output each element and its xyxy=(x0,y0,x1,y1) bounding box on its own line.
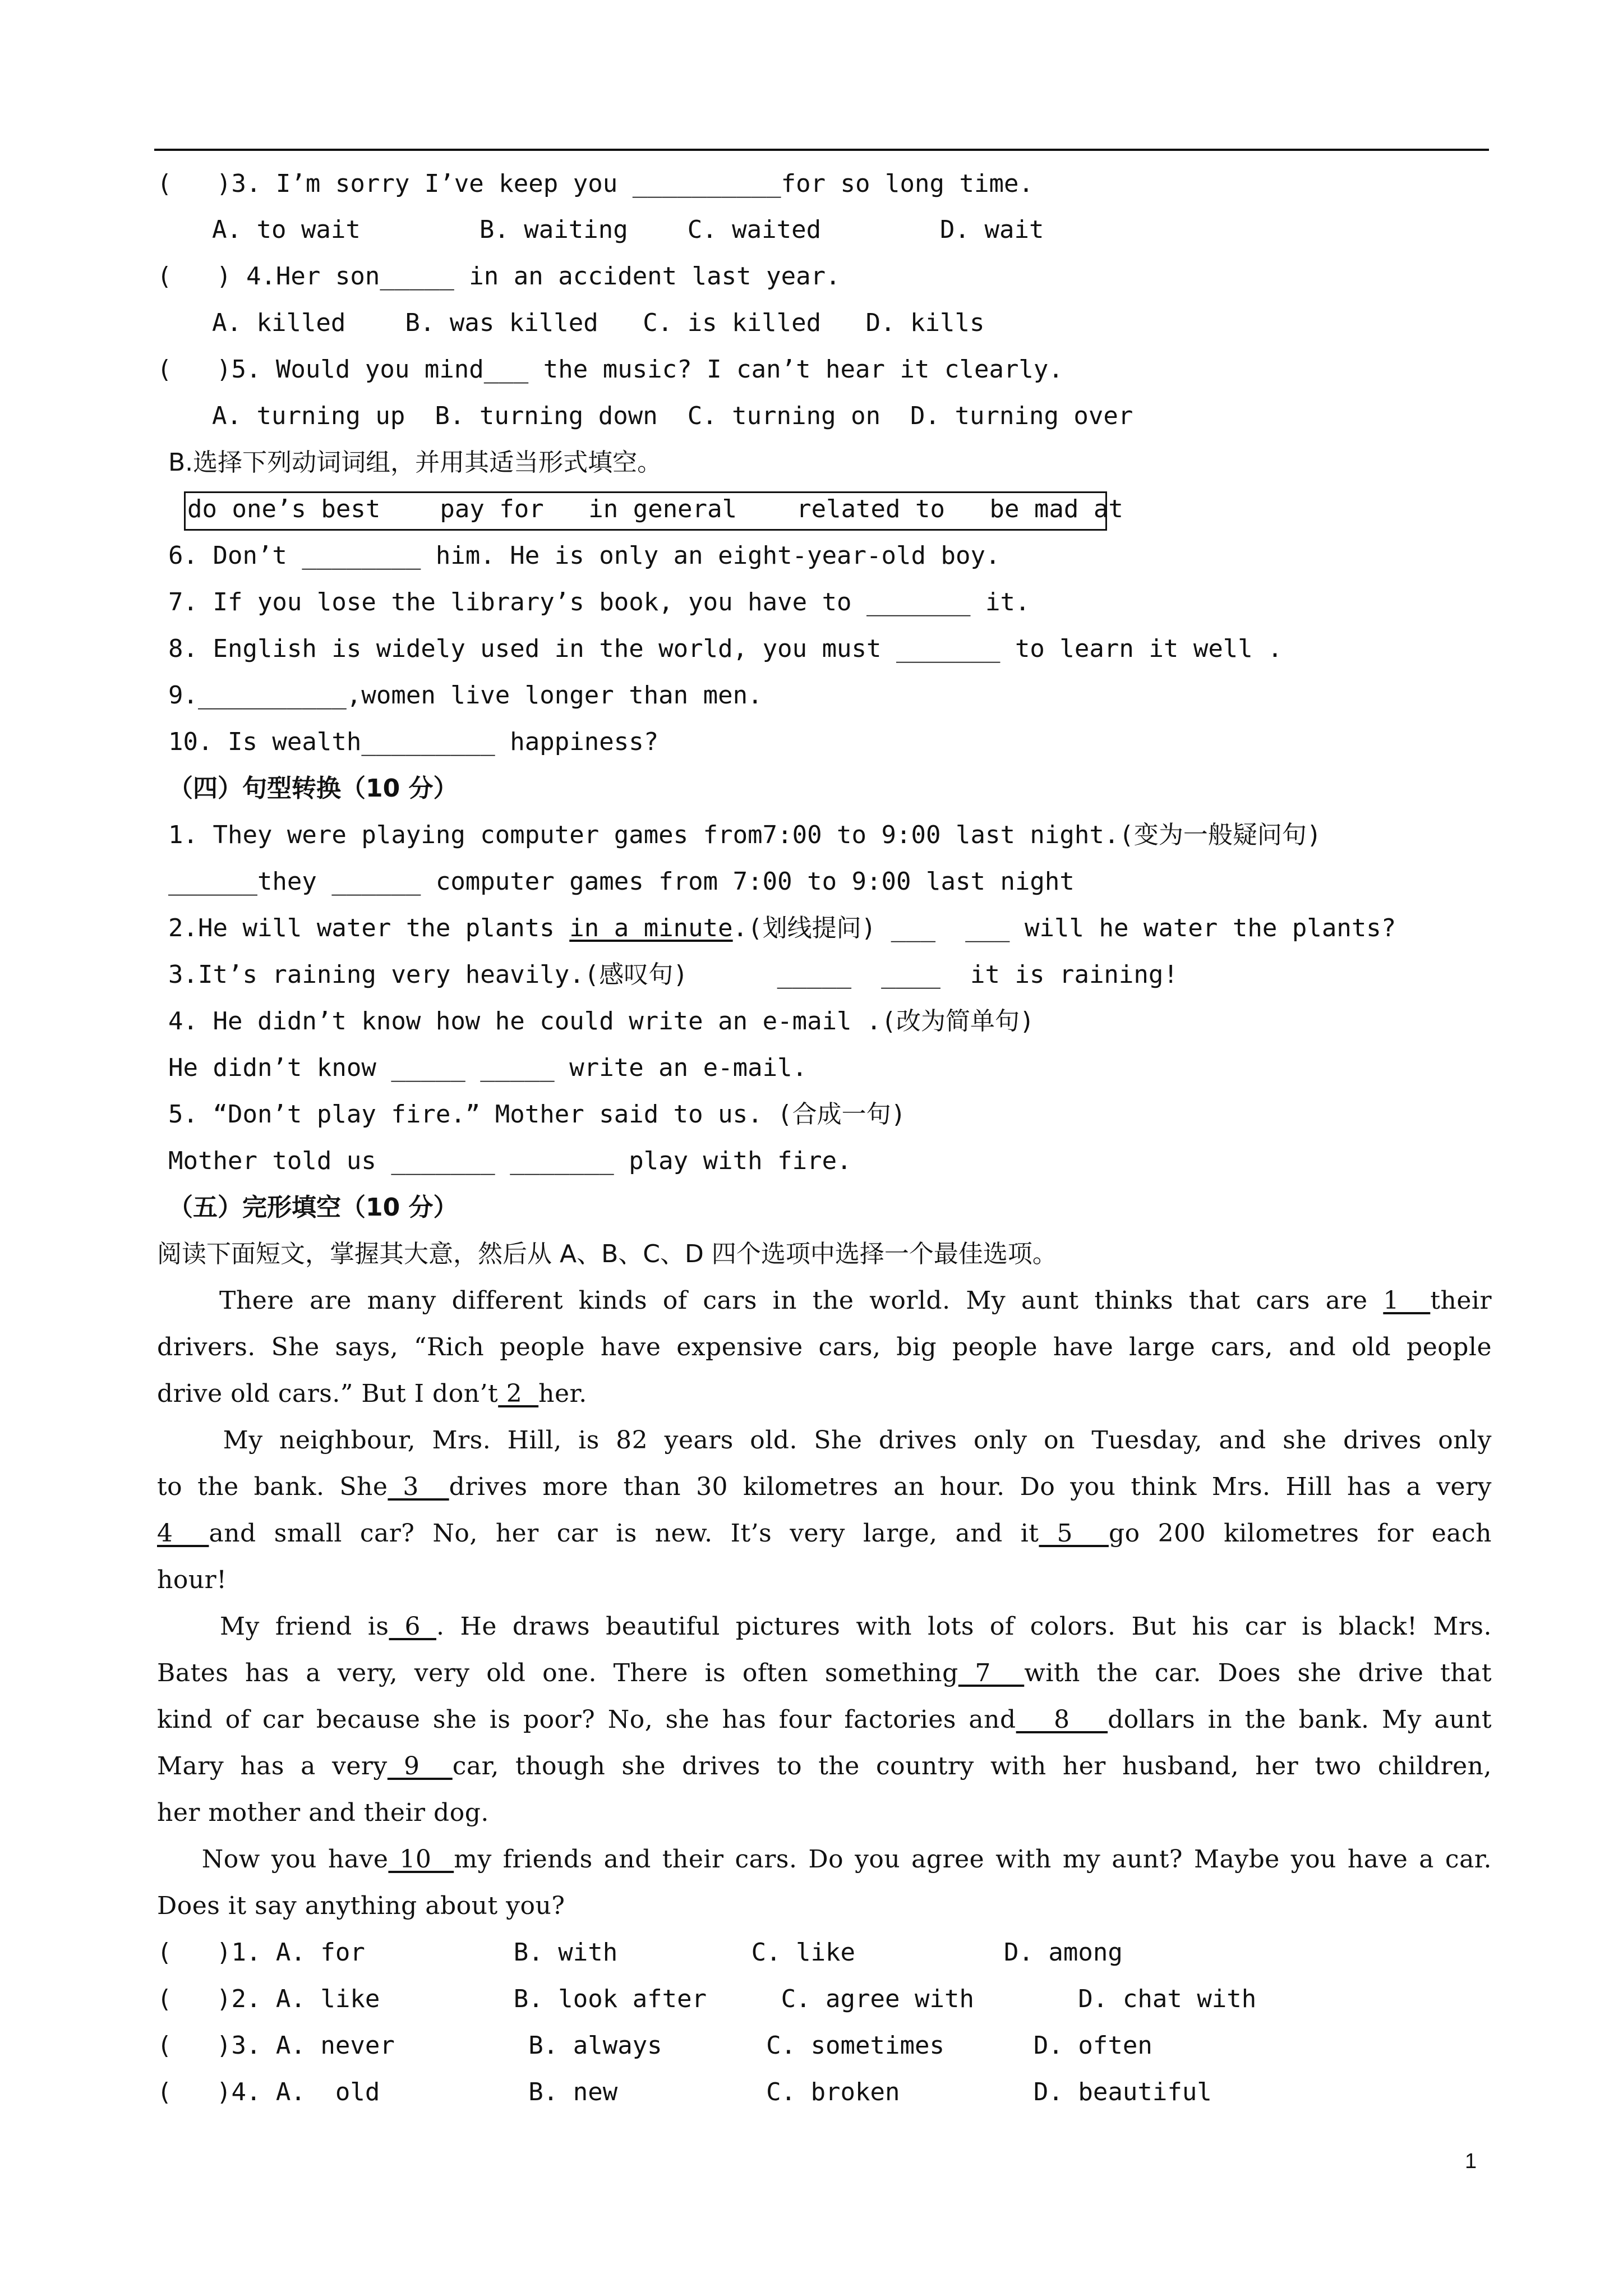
blank-7: 7 xyxy=(958,1659,1025,1687)
passage-text: car, though she drives to the country with her husband, her two children, xyxy=(452,1752,1492,1780)
question-3-options: A. to wait B. waiting C. waited D. wait xyxy=(212,215,1044,244)
blank-10: 10 xyxy=(388,1845,454,1874)
passage-text: Mary has a very xyxy=(157,1752,388,1780)
blank-4: 4 xyxy=(157,1519,209,1548)
transform-5: 5. “Don’t play fire.” Mother said to us. (合成一句) xyxy=(168,1100,906,1129)
fill-item-9: 9.__________,women live longer than men. xyxy=(168,681,763,710)
passage-line-4: My neighbour, Mrs. Hill, is 82 years old. She drives only on Tuesday, and she drives only xyxy=(157,1426,1492,1455)
passage-line-1 xyxy=(157,1284,1492,1318)
passage-text: go 200 kilometres for each xyxy=(1108,1519,1492,1548)
blank-9: 9 xyxy=(387,1752,453,1780)
phrase-box-text: do one’s best pay for in general related to be mad at xyxy=(187,495,1123,523)
blank-3: 3 xyxy=(388,1473,449,1501)
passage-text: There are many different kinds of cars in the world. My aunt thinks that cars are xyxy=(157,1286,1384,1315)
passage-text: and small car? No, her car is new. It’s very large, and it xyxy=(209,1519,1039,1548)
cloze-choice-3: ( )3. A. never B. always C. sometimes D. often xyxy=(157,2031,1152,2060)
passage-text: drive old cars.” But I don’t xyxy=(157,1379,499,1408)
section-4-title: （四）句型转换（10 分） xyxy=(168,774,458,803)
passage-text: My friend is xyxy=(157,1612,389,1641)
passage-line-12: her mother and their dog. xyxy=(157,1798,489,1827)
fill-item-10: 10. Is wealth_________ happiness? xyxy=(168,728,659,756)
header-rule xyxy=(154,149,1489,151)
question-5: ( )5. Would you mind___ the music? I can’t hear it clearly. xyxy=(157,355,1063,384)
page-number: 1 xyxy=(1465,2150,1477,2173)
passage-line-6 xyxy=(157,1517,1492,1550)
question-3: ( )3. I’m sorry I’ve keep you __________for so long time. xyxy=(157,169,1034,198)
fill-item-7: 7. If you lose the library’s book, you have to _______ it. xyxy=(168,588,1030,616)
transform-2-post: .(划线提问) ___ ___ will he water the plants? xyxy=(732,914,1396,942)
section-b-title: B.选择下列动词词组，并用其适当形式填空。 xyxy=(168,448,662,477)
passage-text: Bates has a very, very old one. There is often something xyxy=(157,1659,958,1687)
transform-2-pre: 2.He will water the plants xyxy=(168,914,570,942)
question-4-options: A. killed B. was killed C. is killed D. kills xyxy=(212,309,985,337)
blank-6: 6 xyxy=(389,1612,436,1641)
passage-line-13 xyxy=(157,1843,1492,1876)
passage-line-2: drivers. She says, “Rich people have expensive cars, big people have large cars, and old people xyxy=(157,1333,1492,1361)
passage-text: her. xyxy=(538,1379,587,1408)
passage-text: drives more than 30 kilometres an hour. Do you think Mrs. Hill has a very xyxy=(449,1473,1492,1501)
passage-text: with the car. Does she drive that xyxy=(1024,1659,1492,1687)
question-5-options: A. turning up B. turning down C. turning on D. turning over xyxy=(212,402,1133,430)
passage-line-14: Does it say anything about you? xyxy=(157,1892,565,1920)
blank-5: 5 xyxy=(1039,1519,1109,1548)
fill-item-6: 6. Don’t ________ him. He is only an eight-year-old boy. xyxy=(168,541,1000,570)
transform-2 xyxy=(168,912,1396,945)
passage-text: . He draws beautiful pictures with lots of colors. But his car is black! Mrs. xyxy=(436,1612,1492,1641)
passage-text: my friends and their cars. Do you agree with my aunt? Maybe you have a car. xyxy=(454,1845,1492,1874)
passage-text: to the bank. She xyxy=(157,1473,388,1501)
cloze-choice-2: ( )2. A. like B. look after C. agree with D. chat with xyxy=(157,1985,1257,2013)
blank-8: 8 xyxy=(1016,1705,1108,1734)
passage-text: kind of car because she is poor? No, she has four factories and xyxy=(157,1705,1016,1734)
question-4: ( ) 4.Her son_____ in an accident last year. xyxy=(157,262,841,291)
section-5-title: （五）完形填空（10 分） xyxy=(168,1193,458,1222)
transform-4-answer: He didn’t know _____ _____ write an e-mail. xyxy=(168,1053,808,1082)
transform-3: 3.It’s raining very heavily.(感叹句) _____ ____ it is raining! xyxy=(168,960,1178,989)
transform-2-underlined: in a minute xyxy=(569,914,733,942)
passage-line-10 xyxy=(157,1703,1492,1737)
transform-5-answer: Mother told us _______ _______ play with fire. xyxy=(168,1147,852,1175)
passage-text: Now you have xyxy=(157,1845,389,1874)
section-5-instruction: 阅读下面短文，掌握其大意，然后从 A、B、C、D 四个选项中选择一个最佳选项。 xyxy=(157,1240,1057,1268)
fill-item-8: 8. English is widely used in the world, you must _______ to learn it well . xyxy=(168,634,1283,663)
passage-line-5 xyxy=(157,1470,1492,1504)
transform-1-answer: ______they ______ computer games from 7:00 to 9:00 last night xyxy=(168,867,1075,896)
passage-line-3 xyxy=(157,1377,587,1411)
passage-line-9 xyxy=(157,1657,1492,1690)
passage-text: dollars in the bank. My aunt xyxy=(1108,1705,1492,1734)
cloze-choice-1: ( )1. A. for B. with C. like D. among xyxy=(157,1938,1123,1967)
passage-line-11 xyxy=(157,1750,1492,1783)
passage-line-8 xyxy=(157,1610,1492,1644)
transform-4: 4. He didn’t know how he could write an e-mail .(改为简单句) xyxy=(168,1007,1035,1036)
cloze-choice-4: ( )4. A. old B. new C. broken D. beautiful xyxy=(157,2078,1212,2106)
transform-1: 1. They were playing computer games from7:00 to 9:00 last night.(变为一般疑问句) xyxy=(168,821,1322,849)
passage-text: their xyxy=(1430,1286,1492,1315)
blank-1: 1 xyxy=(1383,1286,1431,1315)
blank-2: 2 xyxy=(498,1379,539,1408)
passage-line-7: hour! xyxy=(157,1566,227,1594)
